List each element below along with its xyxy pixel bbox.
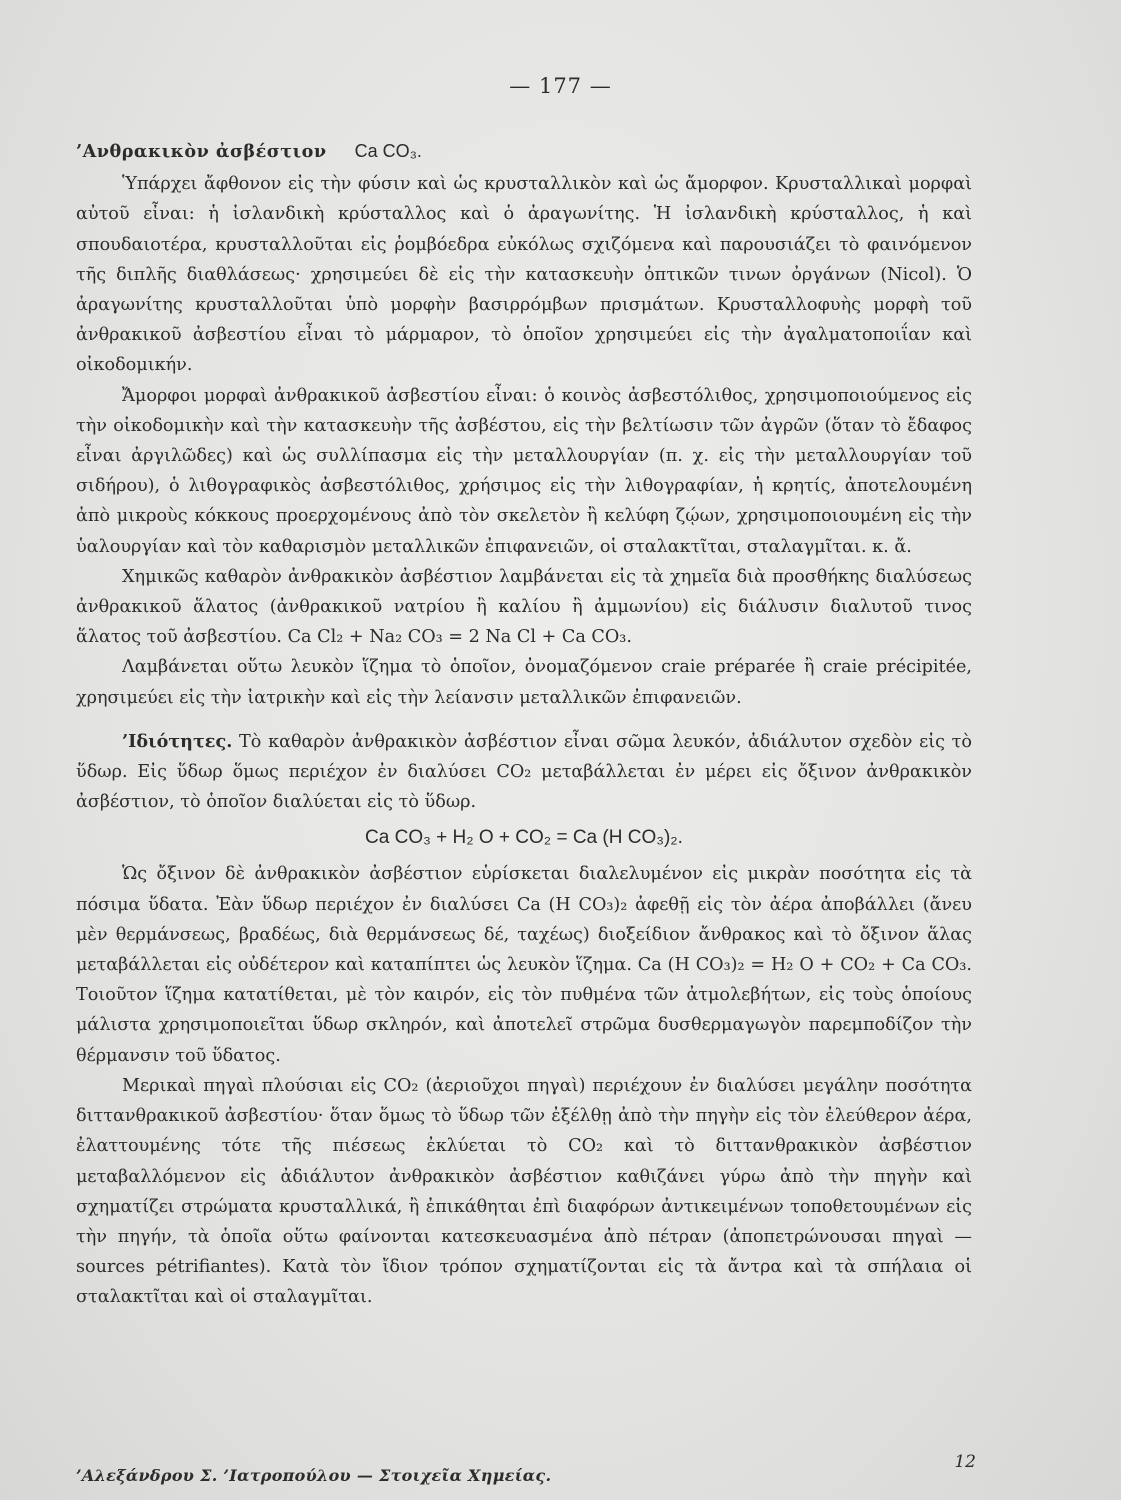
section-heading [76,136,972,167]
paragraph-springs: Μερικαὶ πηγαὶ πλούσιαι εἰς CO₂ (ἀεριοῦχοι πηγαὶ) περιέχουν ἐν διαλύσει μεγάλην ποσότητα διττανθρακικοῦ ἀσβεστίου· ὅταν ὅμως τὸ ὕδωρ τῶν ἐξέλθῃ ἀπὸ τὴν πηγὴν εἰς τὸν ἐλεύθερον ἀέρα, ἐλαττουμένης τότε τῆς πιέσεως ἐκλύεται τὸ CO₂ καὶ τὸ διττανθρακικὸν ἀσβέστιον μεταβαλλόμενον εἰς ἀδιάλυτον ἀνθρακικὸν ἀσβέστιον καθιζάνει γύρω ἀπὸ τὴν πηγὴν καὶ σχηματίζει στρώματα κρυσταλλικά, ἢ ἐπικάθηται ἐπὶ διαφόρων ἀντικειμένων τοποθετουμένων εἰς τὴν πηγήν, τὰ ὁποῖα οὕτω φαίνονται κατεσκευασμένα ἀπὸ πέτραν (ἀποπετρώνουσαι πηγαὶ — sources pétrifiantes). Κατὰ τὸν ἴδιον τρόπον σχηματίζονται εἰς τὰ ἄντρα καὶ τὰ σπήλαια οἱ σταλακτῖται καὶ οἱ σταλαγμῖται. [76,1075,972,1308]
footer-author: ’Αλεξάνδρου Σ. ’Ιατροπούλου — Στοιχεῖα Χημείας. [76,1466,552,1485]
paragraph-chemical-preparation: Χημικῶς καθαρὸν ἀνθρακικὸν ἀσβέστιον λαμβάνεται εἰς τὰ χημεῖα διὰ προσθήκης διαλύσεως ἀνθρακικοῦ ἅλατος (ἀνθρακικοῦ νατρίου ἢ καλίου ἢ ἀμμωνίου) εἰς διάλυσιν διαλυτοῦ τινος ἅλατος τοῦ ἀσβεστίου. Ca Cl₂ + Na₂ CO₃ = 2 Na Cl + Ca CO₃. [76,566,972,648]
section-formula: Ca CO₃. [354,141,422,161]
page-content [76,136,972,1313]
section-gap [76,713,972,727]
paragraph-precipitate: Λαμβάνεται οὕτω λευκὸν ἵζημα τὸ ὁποῖον, ὀνομαζόμενον craie préparée ἢ craie précipitée, χρησιμεύει εἰς τὴν ἰατρικὴν καὶ εἰς τὴν λείανσιν μεταλλικῶν ἐπιφανειῶν. [76,657,972,708]
properties-text: Τὸ καθαρὸν ἀνθρακικὸν ἀσβέστιον εἶναι σῶμα λευκόν, ἀδιάλυτον σχεδὸν εἰς τὸ ὕδωρ. Εἰς ὕδωρ ὅμως περιέχον ἐν διαλύσει CO₂ μεταβάλλεται ἐν μέρει εἰς ὄξινον ἀνθρακικὸν ἀσβέστιον, τὸ ὁποῖον διαλύεται εἰς τὸ ὕδωρ. [76,731,972,813]
sheet-number: 12 [954,1452,976,1472]
section-title: ’Ανθρακικὸν ἀσβέστιον [76,141,327,162]
properties-title: ’Ιδιότητες. [122,730,233,752]
paragraph-bicarbonate: Ὡς ὄξινον δὲ ἀνθρακικὸν ἀσβέστιον εὑρίσκεται διαλελυμένον εἰς μικρὰν ποσότητα εἰς τὰ πόσιμα ὕδατα. Ἐὰν ὕδωρ περιέχον ἐν διαλύσει Ca (H CO₃)₂ ἀφεθῇ εἰς τὸν ἀέρα ἀποβάλλει (ἄνευ μὲν θερμάνσεως, βραδέως, διὰ θερμάνσεως δέ, ταχέως) διοξείδιον ἄνθρακος καὶ τὸ ὄξινον ἅλας μεταβάλλεται εἰς οὐδέτερον καὶ καταπίπτει ὡς λευκὸν ἵζημα. Ca (H CO₃)₂ = H₂ O + CO₂ + Ca CO₃. Τοιοῦτον ἵζημα κατατίθεται, μὲ τὸν καιρόν, εἰς τὸν πυθμένα τῶν ἀτμολεβήτων, εἰς τοὺς ὁποίους μάλιστα χρησιμοποιεῖται ὕδωρ σκληρόν, καὶ ἀποτελεῖ στρῶμα δυσθερμαγωγὸν παρεμποδίζον τὴν θέρμανσιν τοῦ ὕδατος. [76,864,972,1066]
paragraph-properties [76,727,972,818]
chemical-equation: Ca CO₃ + H₂ O + CO₂ = Ca (H CO₃)₂. [365,827,683,849]
paragraph-amorphous-forms: Ἄμορφοι μορφαὶ ἀνθρακικοῦ ἀσβεστίου εἶναι: ὁ κοινὸς ἀσβεστόλιθος, χρησιμοποιούμενος εἰς τὴν οἰκοδομικὴν καὶ τὴν κατασκευὴν τῆς ἀσβέστου, εἰς τὴν βελτίωσιν τῶν ἀγρῶν (ὅταν τὸ ἔδαφος εἶναι ἀργιλῶδες) καὶ ὡς συλλίπασμα εἰς τὴν μεταλλουργίαν (π. χ. εἰς τὴν μεταλλουργίαν τοῦ σιδήρου), ὁ λιθογραφικὸς ἀσβεστόλιθος, χρήσιμος εἰς τὴν λιθογραφίαν, ἡ κρητίς, ἀποτελουμένη ἀπὸ μικροὺς κόκκους προερχομένους ἀπὸ τὸν σκελετὸν ἢ κελύφη ζῴων, χρησιμοποιουμένη εἰς τὴν ὑαλουργίαν καὶ τὸν καθαρισμὸν μεταλλικῶν ἐπιφανειῶν, οἱ σταλακτῖται, σταλαγμῖται. κ. ἄ. [76,385,972,557]
page-number: — 177 — [509,74,612,98]
paragraph-crystalline-forms: Ὑπάρχει ἄφθονον εἰς τὴν φύσιν καὶ ὡς κρυσταλλικὸν καὶ ὡς ἄμορφον. Κρυσταλλικαὶ μορφαὶ αὐτοῦ εἶναι: ἡ ἰσλανδικὴ κρύσταλλος καὶ ὁ ἀραγωνίτης. Ἡ ἰσλανδικὴ κρύσταλλος, ἡ καὶ σπουδαιοτέρα, κρυσταλλοῦται εἰς ῥομβόεδρα εὐκόλως σχιζόμενα καὶ παρουσιάζει τὸ φαινόμενον τῆς διπλῆς διαθλάσεως· χρησιμεύει δὲ εἰς τὴν κατασκευὴν ὀπτικῶν τινων ὀργάνων (Nicol). Ὁ ἀραγωνίτης κρυσταλλοῦται ὑπὸ μορφὴν βασιρρόμβων πρισμάτων. Κρυσταλλοφυὴς μορφὴ τοῦ ἀνθρακικοῦ ἀσβεστίου εἶναι τὸ μάρμαρον, τὸ ὁποῖον χρησιμεύει εἰς τὴν ἀγαλματοποιΐαν καὶ οἰκοδομικήν. [76,174,972,376]
